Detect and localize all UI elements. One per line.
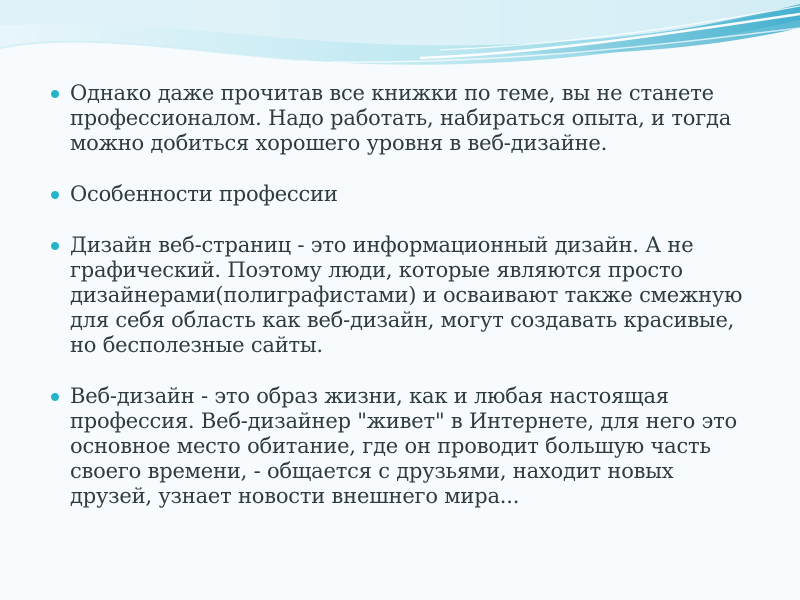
- bullet-item: [48, 384, 748, 509]
- bullet-text: Однако даже прочитав все книжки по теме, вы не станете профессионалом. Надо работать, набираться опыта, и тогда можно добиться хорошего уровня в веб-дизайне.: [70, 81, 732, 155]
- bullet-item: [48, 81, 748, 156]
- bullet-dot-icon: [51, 191, 59, 199]
- bullet-item: [48, 233, 748, 358]
- bullet-dot-icon: [51, 393, 59, 401]
- bullet-dot-icon: [51, 90, 59, 98]
- bullet-text: Веб-дизайн - это образ жизни, как и любая настоящая профессия. Веб-дизайнер "живет" в Интернете, для него это основное место обитание, где он проводит большую часть своего времени, - общается с друзьями, находит новых друзей, узнает новости внешнего мира...: [70, 384, 737, 508]
- bullet-item: [48, 182, 748, 207]
- bullet-text: Особенности профессии: [70, 182, 338, 206]
- slide-body: [48, 81, 748, 509]
- bullet-text: Дизайн веб-страниц - это информационный дизайн. А не графический. Поэтому люди, которые являются просто дизайнерами(полиграфистами) и осваивают также смежную для себя область как веб-дизайн, могут создавать красивые, но бесполезные сайты.: [70, 233, 743, 357]
- bullet-dot-icon: [51, 242, 59, 250]
